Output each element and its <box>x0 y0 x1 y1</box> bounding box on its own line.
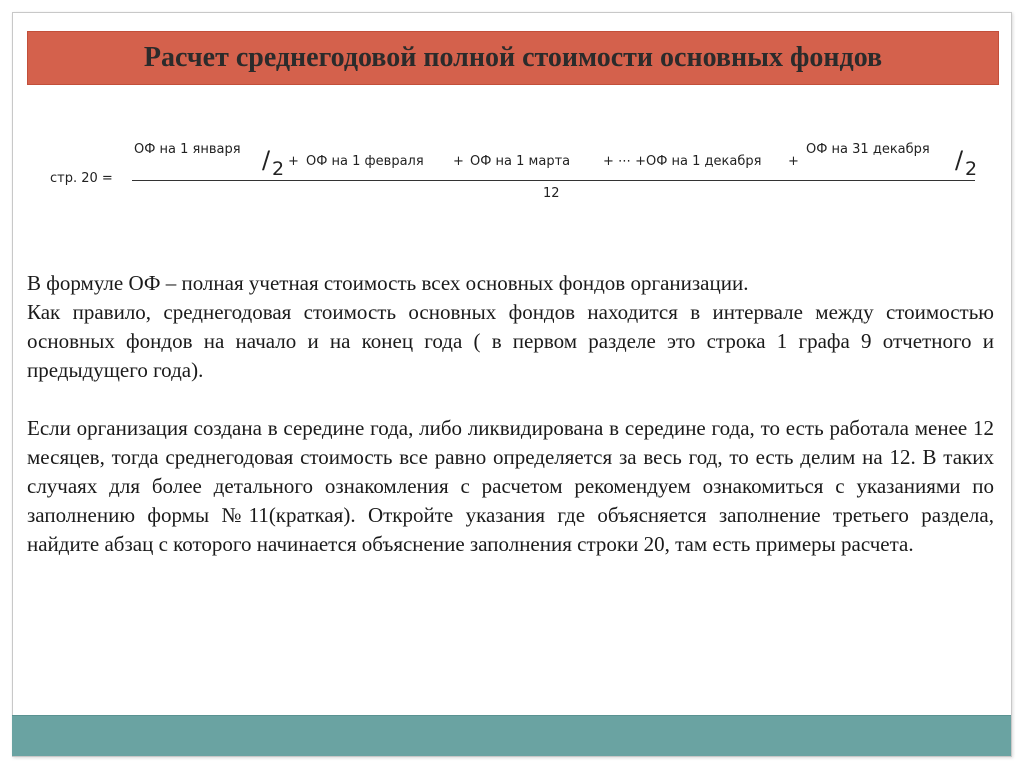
formula-term-feb: ОФ на 1 февраля <box>306 154 424 169</box>
formula-fraction-line <box>132 180 975 181</box>
slide-title: Расчет среднегодовой полной стоимости основных фондов <box>143 42 883 73</box>
formula-term-mar: ОФ на 1 марта <box>470 154 571 169</box>
body-text <box>27 269 994 559</box>
paragraph-formula-note: В формуле ОФ – полная учетная стоимость всех основных фондов организации. <box>27 271 749 295</box>
formula-plus-4: + <box>788 154 799 169</box>
title-bar <box>27 31 999 85</box>
formula-term-jan: ОФ на 1 января <box>134 142 241 157</box>
paragraph-rule: Как правило, среднегодовая стоимость основных фондов находится в интервале между стоимостью основных фондов на начало и на конец года ( в первом разделе это строка 1 графа 9 отчетного и предыдущего года). <box>27 300 994 382</box>
formula-plus-2: + <box>453 154 464 169</box>
formula-plus-3: + ⋯ + <box>603 154 647 169</box>
formula <box>50 128 990 208</box>
formula-term-dec: ОФ на 1 декабря <box>646 154 762 169</box>
formula-denominator: 12 <box>543 186 560 201</box>
footer-bar <box>12 715 1011 756</box>
formula-slash-2: / <box>955 146 964 174</box>
formula-plus-1: + <box>288 154 299 169</box>
formula-term-dec31: ОФ на 31 декабря <box>806 142 930 157</box>
formula-lhs: стр. 20 = <box>50 171 113 186</box>
paragraph-partial-year: Если организация создана в середине года, либо ликвидирована в середине года, то есть работала менее 12 месяцев, тогда среднегодовая стоимость все равно определяется за весь год, то есть делим на 12. В таких случаях для более детального ознакомления с расчетом рекомендуем ознакомиться с указаниями по заполнению формы №11(краткая). Откройте указания где объясняется заполнение третьего раздела, найдите абзац с которого начинается объяснение заполнения строки 20, там есть примеры расчета. <box>27 416 994 556</box>
formula-half-1: 2 <box>272 158 285 180</box>
formula-half-2: 2 <box>965 158 978 180</box>
formula-slash-1: / <box>262 146 271 174</box>
